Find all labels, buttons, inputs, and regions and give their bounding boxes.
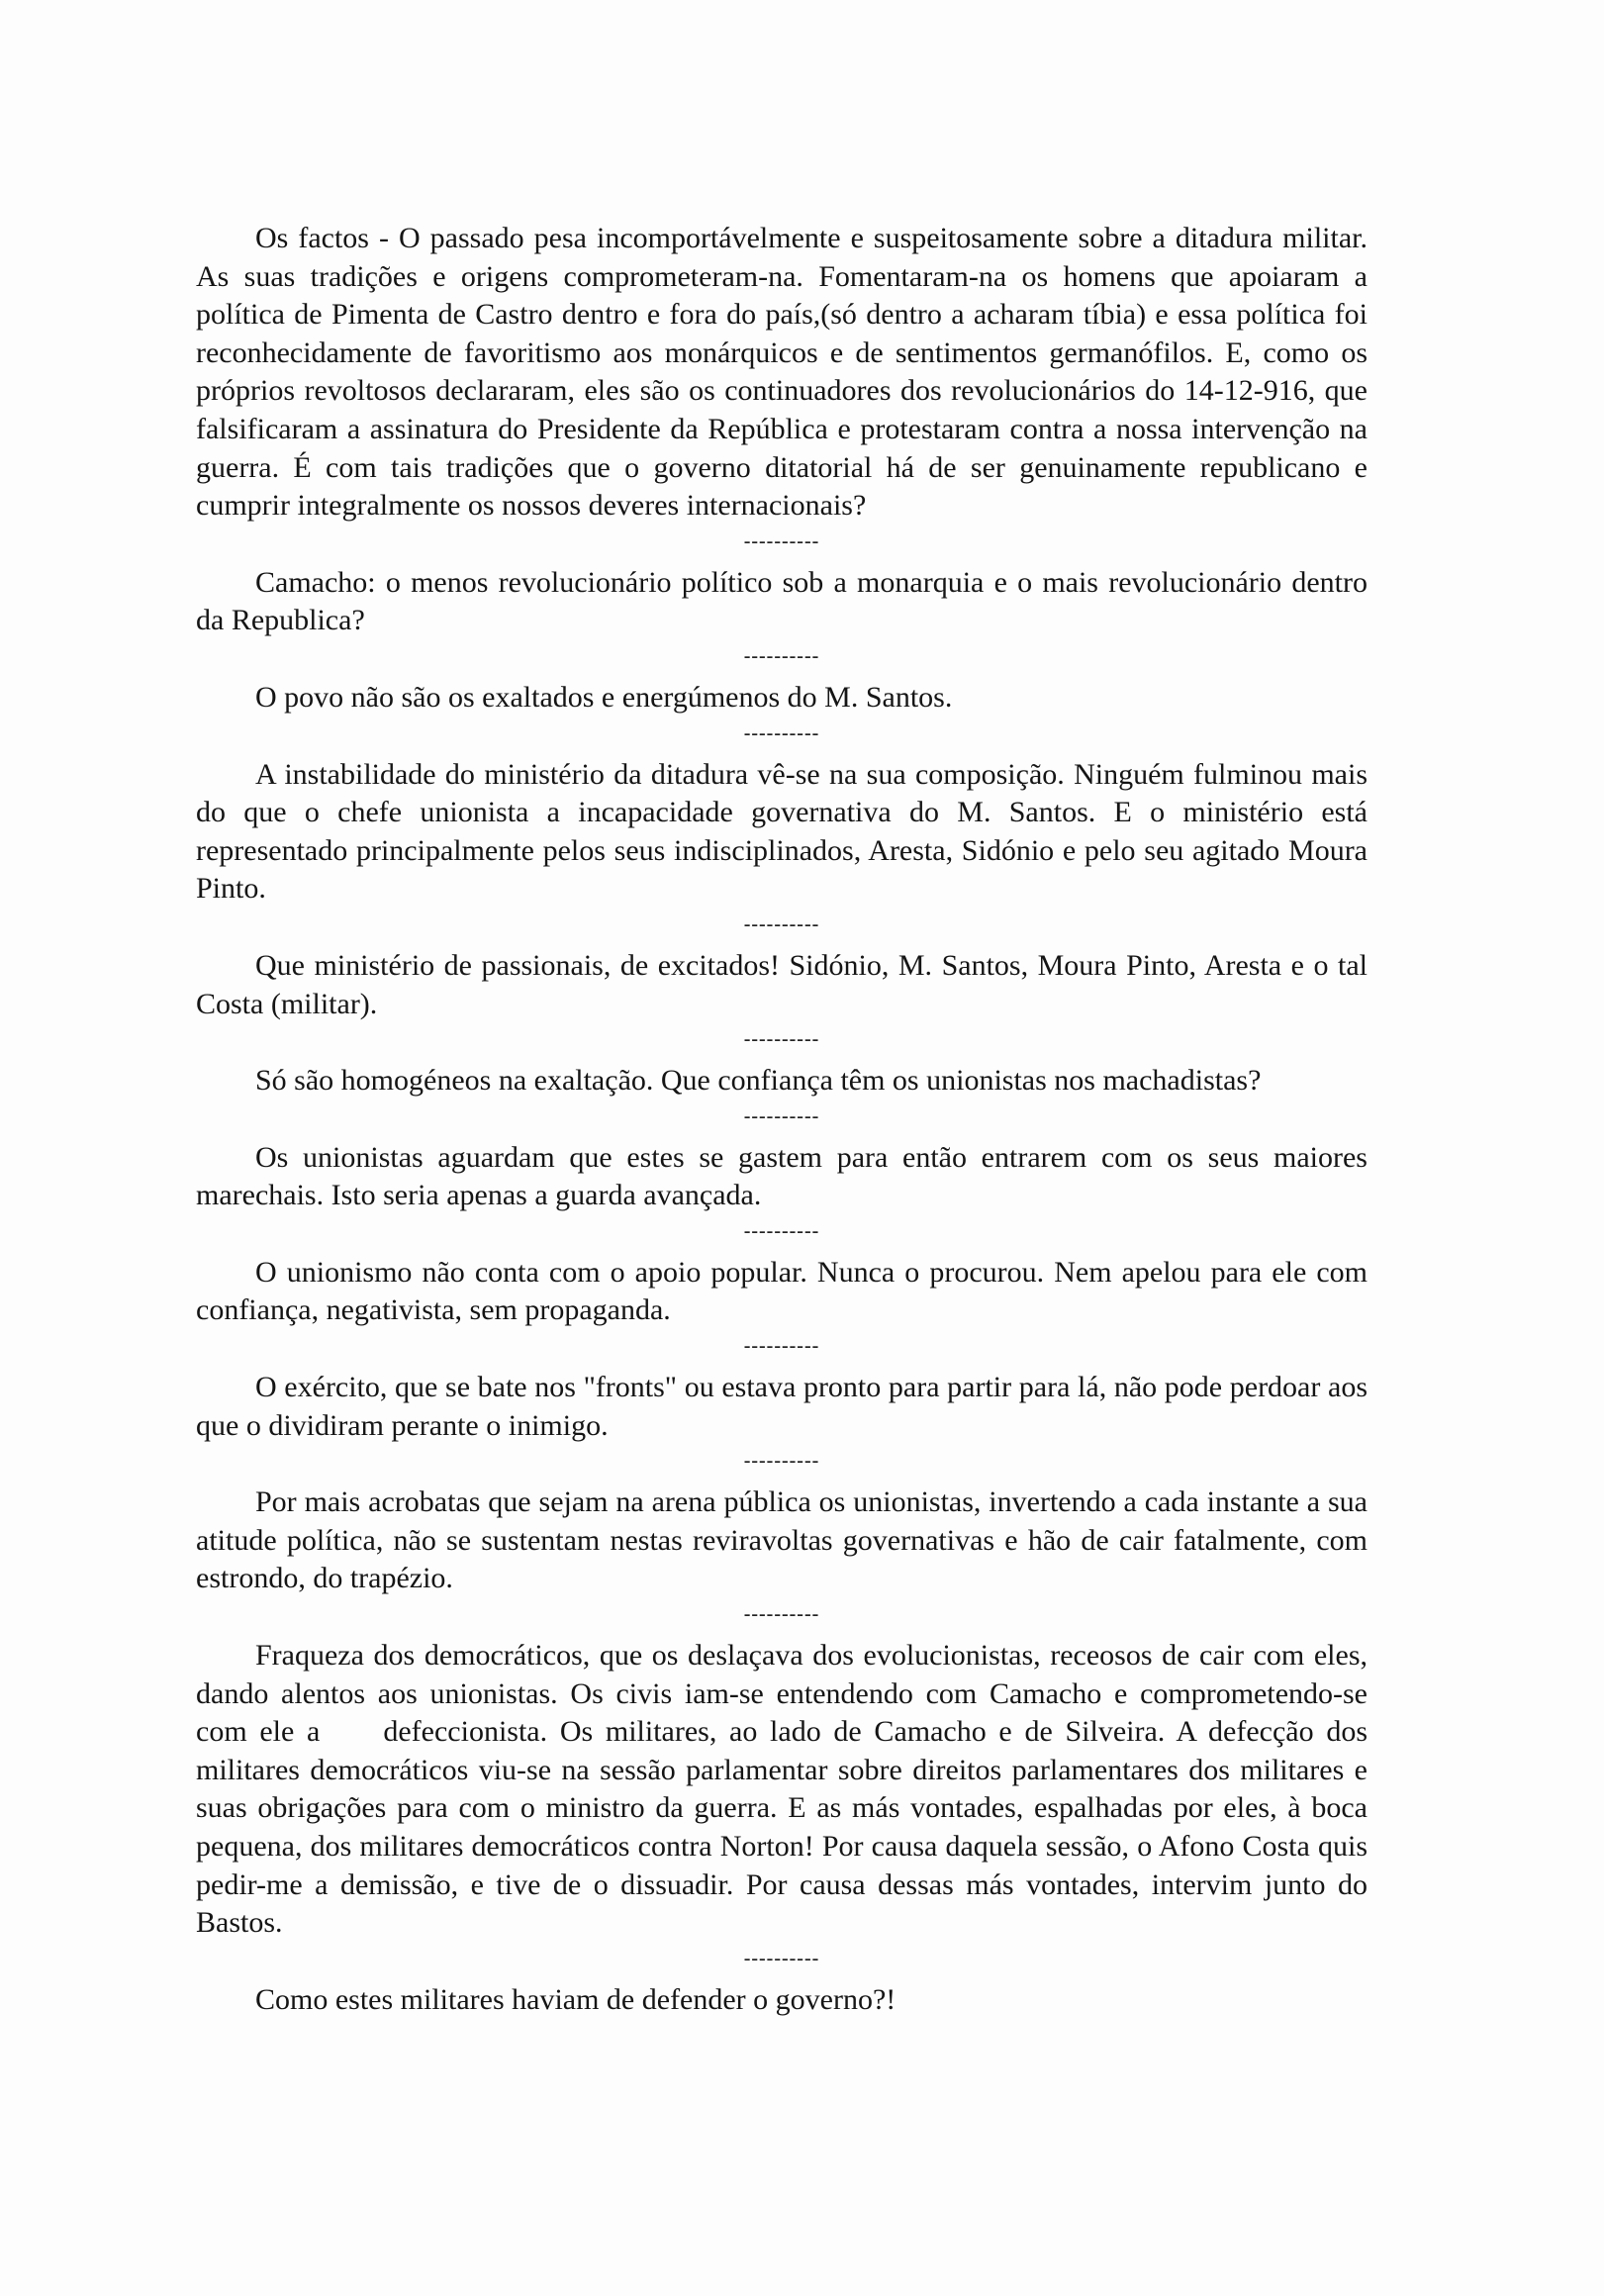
document-body: [196, 220, 1368, 2019]
separator: ----------: [743, 1219, 820, 1242]
paragraph-part-before-gap: Fraqueza dos democráticos, que os deslaçava dos evolucionistas, receosos de cair com eles, dando alentos aos unionistas. Os civis iam-se entendendo com Camacho e comprometendo-se com ele a: [196, 1639, 1368, 1749]
paragraph: O povo não são os exaltados e energúmenos do M. Santos.: [255, 680, 953, 714]
separator: ----------: [743, 1947, 820, 1969]
separator: ----------: [743, 912, 820, 935]
paragraph: Como estes militares haviam de defender o governo?!: [255, 1982, 896, 2016]
paragraph: Os unionistas aguardam que estes se gastem para então entrarem com os seus maiores marechais. Isto seria apenas a guarda avançada.: [196, 1140, 1368, 1212]
separator: ----------: [743, 721, 820, 744]
paragraph-with-gap: [196, 1637, 1368, 1943]
paragraph-part-after-gap: defeccionista. Os militares, ao lado de Camacho e de Silveira. A defecção dos militares democráticos viu-se na sessão parlamentar sobre direitos parlamentares dos militares e suas obrigações para com o ministro da guerra. E as más vontades, espalhadas por eles, à boca pequena, dos militares democráticos contra Norton! Por causa daquela sessão, o Afono Costa quis pedir-me a demissão, e tive de o dissuadir. Por causa dessas más vontades, intervim junto do Bastos.: [196, 1715, 1368, 1940]
separator: ----------: [743, 1450, 820, 1473]
paragraph: O exército, que se bate nos "fronts" ou estava pronto para partir para lá, não pode perdoar aos que o dividiram perante o inimigo.: [196, 1371, 1368, 1442]
separator: ----------: [743, 1028, 820, 1051]
paragraph: Só são homogéneos na exaltação. Que confiança têm os unionistas nos machadistas?: [255, 1064, 1262, 1098]
separator: ----------: [743, 1335, 820, 1358]
separator: ----------: [743, 1104, 820, 1127]
separator: ----------: [743, 644, 820, 667]
paragraph: O unionismo não conta com o apoio popular. Nunca o procurou. Nem apelou para ele com confiança, negativista, sem propaganda.: [196, 1255, 1368, 1327]
paragraph: A instabilidade do ministério da ditadura vê-se na sua composição. Ninguém fulminou mais do que o chefe unionista a incapacidade governativa do M. Santos. E o ministério está representado principalmente pelos seus indisciplinados, Aresta, Sidónio e pelo seu agitado Moura Pinto.: [196, 757, 1368, 906]
separator: ----------: [743, 1603, 820, 1626]
separator: ----------: [743, 529, 820, 552]
paragraph: Que ministério de passionais, de excitados! Sidónio, M. Santos, Moura Pinto, Aresta e o tal Costa (militar).: [196, 948, 1368, 1020]
paragraph: Por mais acrobatas que sejam na arena pública os unionistas, invertendo a cada instante a sua atitude política, não se sustentam nestas reviravoltas governativas e hão de cair fatalmente, com estrondo, do trapézio.: [196, 1485, 1368, 1595]
paragraph: Camacho: o menos revolucionário político sob a monarquia e o mais revolucionário dentro da Republica?: [196, 565, 1368, 637]
paragraph: Os factos - O passado pesa incomportávelmente e suspeitosamente sobre a ditadura militar. As suas tradições e origens comprometeram-na. Fomentaram-na os homens que apoiaram a política de Pimenta de Castro dentro e fora do país,(só dentro a acharam tíbia) e essa política foi reconhecidamente de favoritismo aos monárquicos e de sentimentos germanófilos. E, como os próprios revoltosos declararam, eles são os continuadores dos revolucionários do 14-12-916, que falsificaram a assinatura do Presidente da República e protestaram contra a nossa intervenção na guerra. É com tais tradições que o governo ditatorial há de ser genuinamente republicano e cumprir integralmente os nossos deveres internacionais?: [196, 222, 1368, 523]
